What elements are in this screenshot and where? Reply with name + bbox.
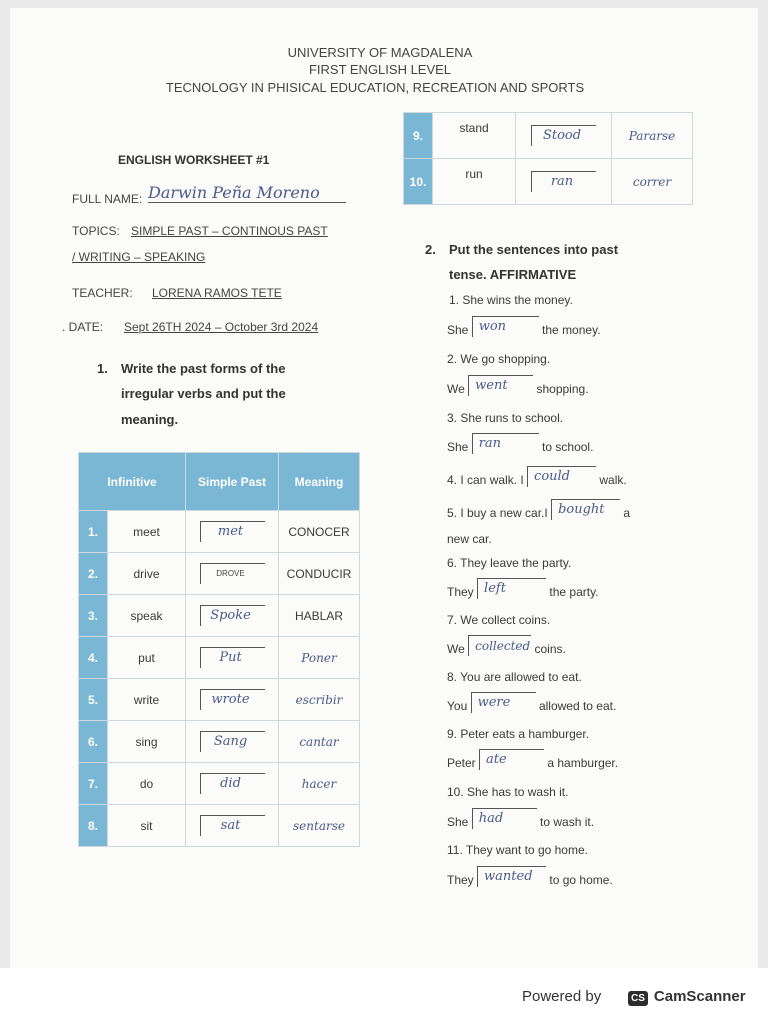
infinitive-cell: sing (108, 721, 186, 763)
answer-line-11 (447, 866, 613, 887)
question-2: 2. We go shopping. (447, 352, 551, 366)
infinitive-cell: do (108, 763, 186, 805)
past-cell (186, 721, 279, 763)
question-6: 6. They leave the party. (447, 556, 572, 570)
answer-pre: She (447, 323, 469, 337)
answer-line-6 (447, 578, 599, 599)
meaning-cell: sentarse (279, 805, 360, 847)
exercise1-line2: irregular verbs and put the (121, 386, 286, 401)
answer-post: to school. (542, 440, 594, 454)
answer-line-9 (447, 749, 618, 770)
answer-line-3 (447, 433, 593, 454)
question-4: 4. I can walk. I (447, 473, 524, 487)
past-cell (186, 763, 279, 805)
infinitive-cell: meet (108, 511, 186, 553)
row-number: 10. (404, 159, 433, 205)
answer-box: ate (479, 749, 544, 770)
row-number: 5. (79, 679, 108, 721)
answer-box: could (527, 466, 596, 487)
answer-post: to go home. (549, 873, 613, 887)
answer-box: Stood (531, 125, 596, 146)
answer-post: to wash it. (540, 815, 595, 829)
full-name-value: Darwin Peña Moreno (148, 183, 346, 203)
past-cell (186, 511, 279, 553)
verb-table-continued (403, 112, 693, 205)
past-cell (186, 595, 279, 637)
topics-value-2: / WRITING – SPEAKING (72, 250, 206, 264)
answer-box: went (468, 375, 533, 396)
question-8: 8. You are allowed to eat. (447, 670, 582, 684)
answer-box: wrote (200, 689, 265, 710)
question-11: 11. They want to go home. (447, 843, 588, 857)
full-name-label: FULL NAME: (72, 192, 143, 206)
past-cell (186, 805, 279, 847)
answer-pre: They (447, 585, 474, 599)
table-row (79, 511, 360, 553)
level-title: FIRST ENGLISH LEVEL (308, 62, 452, 77)
question-3: 3. She runs to school. (447, 411, 564, 425)
answer-pre: She (447, 440, 469, 454)
row-number: 9. (404, 113, 433, 159)
verb-table-header (79, 453, 360, 511)
answer-line-8 (447, 692, 616, 713)
row-number: 4. (79, 637, 108, 679)
answer-line-4 (447, 466, 627, 487)
table-row (79, 721, 360, 763)
exercise1-line1: Write the past forms of the (121, 361, 286, 376)
date-value: Sept 26TH 2024 – October 3rd 2024 (124, 320, 319, 334)
table-row (404, 159, 693, 205)
past-cell (186, 553, 279, 595)
powered-by-text: Powered by (522, 988, 602, 1005)
row-number: 7. (79, 763, 108, 805)
answer-box: had (472, 808, 537, 829)
meaning-cell: cantar (279, 721, 360, 763)
exercise2-title-2: tense. AFFIRMATIVE (449, 267, 577, 282)
answer-line-1 (447, 316, 601, 337)
worksheet-title: ENGLISH WORKSHEET #1 (118, 153, 270, 167)
answer-box: Sang (200, 731, 265, 752)
table-row (79, 679, 360, 721)
meaning-cell: CONDUCIR (279, 553, 360, 595)
date-label: . DATE: (62, 320, 104, 334)
table-row (79, 763, 360, 805)
answer-line-10 (447, 808, 594, 829)
answer-box: Spoke (200, 605, 265, 626)
col-infinitive: Infinitive (79, 453, 186, 511)
infinitive-cell: run (433, 159, 516, 205)
answer-box: ran (472, 433, 539, 454)
answer-box: were (471, 692, 536, 713)
answer-box: did (200, 773, 265, 794)
topics-value-1: SIMPLE PAST – CONTINOUS PAST (131, 224, 328, 238)
infinitive-cell: put (108, 637, 186, 679)
exercise1-line3: meaning. (121, 412, 179, 427)
table-row (79, 553, 360, 595)
infinitive-cell: drive (108, 553, 186, 595)
meaning-cell: hacer (279, 763, 360, 805)
infinitive-cell: write (108, 679, 186, 721)
camscanner-logo-icon: CS (628, 991, 648, 1006)
program-title: TECNOLOGY IN PHISICAL EDUCATION, RECREATION AND SPORTS (165, 80, 585, 95)
teacher-label: TEACHER: (72, 286, 133, 300)
question-1: 1. She wins the money. (449, 293, 573, 307)
answer-post: walk. (599, 473, 627, 487)
answer-box: met (200, 521, 265, 542)
answer-box: Put (200, 647, 265, 668)
table-row (79, 595, 360, 637)
answer-pre: Peter (447, 756, 476, 770)
answer-pre: They (447, 873, 474, 887)
verb-table (78, 452, 360, 847)
col-simple-past: Simple Past (186, 453, 279, 511)
past-cell (186, 637, 279, 679)
past-cell (186, 679, 279, 721)
meaning-cell: HABLAR (279, 595, 360, 637)
answer-post: the money. (542, 323, 601, 337)
row-number: 3. (79, 595, 108, 637)
row-number: 8. (79, 805, 108, 847)
answer-box: won (472, 316, 539, 337)
row-number: 6. (79, 721, 108, 763)
meaning-cell: correr (612, 159, 693, 205)
row-number: 1. (79, 511, 108, 553)
exercise2-number: 2. (425, 242, 436, 257)
camscanner-name: CamScanner (653, 988, 746, 1005)
past-cell (516, 113, 612, 159)
answer-post: the party. (549, 585, 599, 599)
infinitive-cell: speak (108, 595, 186, 637)
meaning-cell: Poner (279, 637, 360, 679)
answer-pre: We (447, 642, 465, 656)
question-5-continued: new car. (447, 532, 492, 546)
table-row (79, 637, 360, 679)
table-row (79, 805, 360, 847)
camscanner-brand (628, 988, 746, 1006)
university-title: UNIVERSITY OF MAGDALENA (287, 45, 473, 60)
answer-line-5 (447, 499, 630, 520)
teacher-value: LORENA RAMOS TETE (152, 286, 282, 300)
question-5: 5. I buy a new car.I (447, 506, 548, 520)
question-7: 7. We collect coins. (447, 613, 551, 627)
meaning-cell: Pararse (612, 113, 693, 159)
answer-pre: We (447, 382, 465, 396)
answer-pre: You (447, 699, 468, 713)
exercise2-title-1: Put the sentences into past (449, 242, 619, 257)
answer-post: a hamburger. (547, 756, 619, 770)
answer-box: ran (531, 171, 596, 192)
meaning-cell: CONOCER (279, 511, 360, 553)
col-meaning: Meaning (279, 453, 360, 511)
answer-post: a (623, 506, 631, 520)
footer (0, 968, 768, 1024)
answer-post: shopping. (536, 382, 589, 396)
answer-pre: She (447, 815, 469, 829)
answer-box: bought (551, 499, 620, 520)
exercise1-number: 1. (97, 361, 108, 376)
infinitive-cell: stand (433, 113, 516, 159)
question-10: 10. She has to wash it. (447, 785, 569, 799)
answer-box: DROVE (200, 563, 265, 584)
meaning-cell: escribir (279, 679, 360, 721)
answer-box: left (477, 578, 546, 599)
answer-box: sat (200, 815, 265, 836)
answer-box: wanted (477, 866, 546, 887)
answer-post: allowed to eat. (538, 699, 617, 713)
row-number: 2. (79, 553, 108, 595)
table-row (404, 113, 693, 159)
answer-box: collected (468, 635, 531, 656)
past-cell (516, 159, 612, 205)
answer-post: coins. (534, 642, 566, 656)
question-9: 9. Peter eats a hamburger. (447, 727, 590, 741)
answer-line-7 (447, 635, 566, 656)
answer-line-2 (447, 375, 589, 396)
topics-label: TOPICS: (72, 224, 120, 238)
infinitive-cell: sit (108, 805, 186, 847)
